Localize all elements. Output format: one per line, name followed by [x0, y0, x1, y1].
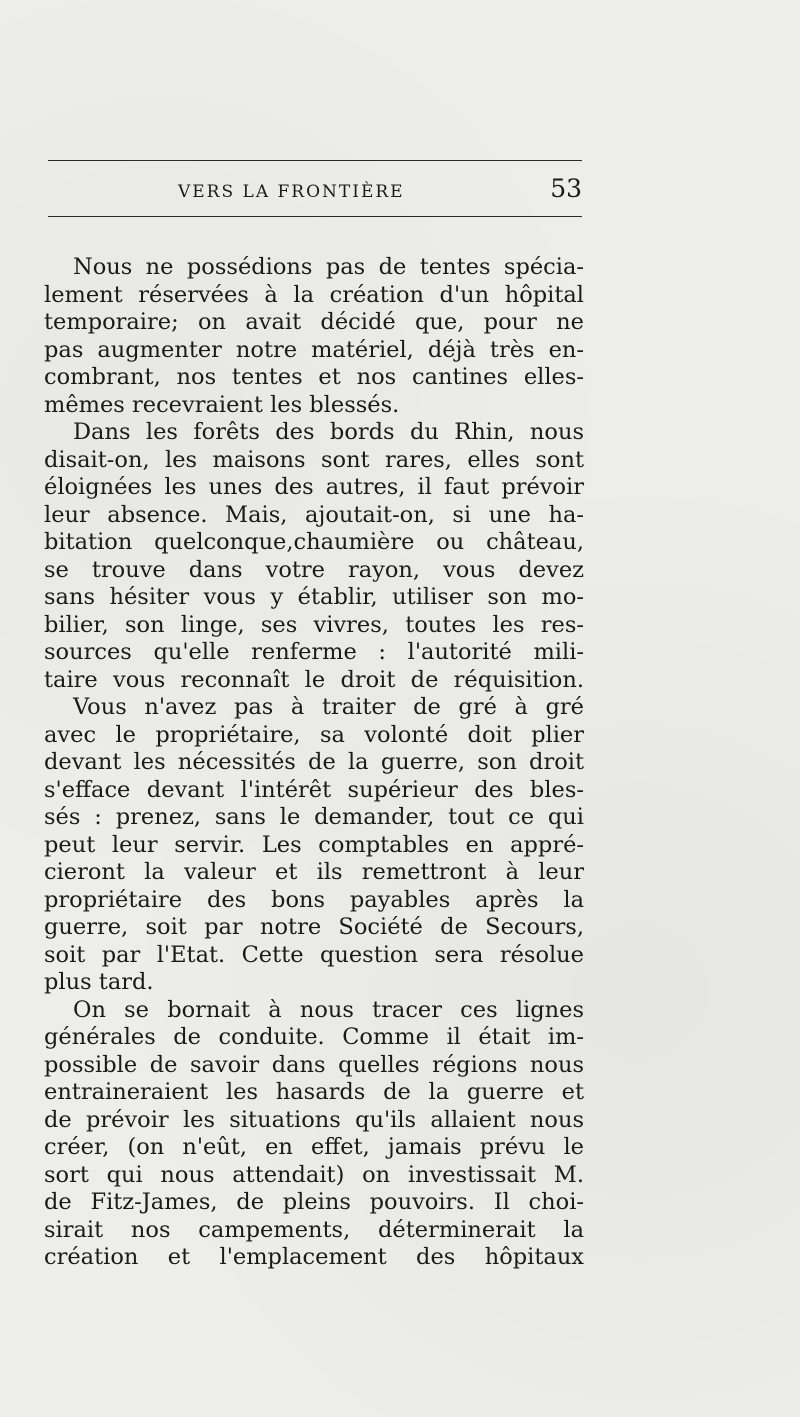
text-line: leur absence. Mais, ajoutait-on, si une ha-	[44, 501, 584, 528]
text-line: sans hésiter vous y établir, utiliser son mo-	[44, 584, 584, 610]
text-line: bitation quelconque,chaumière ou château,	[44, 529, 584, 555]
text-line: cieront la valeur et ils remettront à leur	[44, 859, 584, 885]
text-line: Vous n'avez pas à traiter de gré à gré	[73, 694, 584, 720]
text-line: temporaire; on avait décidé que, pour ne	[44, 309, 584, 335]
text-line: disait-on, les maisons sont rares, elles sont	[44, 446, 584, 473]
text-line: sirait nos campements, déterminerait la	[44, 1216, 584, 1243]
text-line: sort qui nous attendait) on investissait M.	[44, 1161, 584, 1188]
text-line: plus tard.	[44, 969, 154, 995]
text-line: pas augmenter notre matériel, déjà très en-	[44, 336, 584, 363]
text-line: possible de savoir dans quelles régions nous	[44, 1051, 584, 1078]
text-line: bilier, son linge, ses vivres, toutes les res-	[44, 611, 584, 638]
text-line: s'efface devant l'intérêt supérieur des bles-	[44, 776, 584, 803]
text-line: sources qu'elle renferme : l'autorité mili-	[44, 639, 584, 665]
text-line: générales de conduite. Comme il était im-	[44, 1024, 584, 1050]
text-line: création et l'emplacement des hôpitaux	[44, 1244, 584, 1270]
text-line: taire vous reconnaît le droit de réquisition.	[44, 666, 584, 693]
text-line: Nous ne possédions pas de tentes spécia-	[73, 254, 584, 280]
text-line: avec le propriétaire, sa volonté doit plier	[44, 721, 584, 748]
text-line: lement réservées à la création d'un hôpital	[44, 281, 584, 308]
text-line: créer, (on n'eût, en effet, jamais prévu le	[44, 1134, 584, 1160]
text-line: éloignées les unes des autres, il faut prévoir	[44, 474, 584, 500]
header-bottom-rule	[48, 216, 582, 217]
text-line: guerre, soit par notre Société de Secours,	[44, 914, 584, 940]
text-line: soit par l'Etat. Cette question sera résolue	[44, 941, 584, 968]
text-line: On se bornait à nous tracer ces lignes	[73, 996, 584, 1023]
text-line: propriétaire des bons payables après la	[44, 886, 584, 913]
text-line: entraineraient les hasards de la guerre et	[44, 1079, 584, 1105]
page-number: 53	[550, 174, 582, 203]
header-top-rule	[48, 160, 582, 161]
text-line: mêmes recevraient les blessés.	[44, 391, 400, 418]
body-text	[44, 254, 584, 1272]
running-head	[48, 172, 582, 208]
text-line: Dans les forêts des bords du Rhin, nous	[73, 419, 584, 445]
text-line: se trouve dans votre rayon, vous devez	[44, 556, 584, 583]
running-title: VERS LA FRONTIÈRE	[178, 182, 405, 202]
text-line: devant les nécessités de la guerre, son droit	[44, 749, 584, 775]
text-line: de prévoir les situations qu'ils allaient nous	[44, 1106, 584, 1133]
text-line: de Fitz-James, de pleins pouvoirs. Il choi-	[44, 1189, 584, 1215]
text-line: combrant, nos tentes et nos cantines elles-	[44, 364, 584, 390]
text-line: peut leur servir. Les comptables en appré-	[44, 831, 584, 858]
text-line: sés : prenez, sans le demander, tout ce qui	[44, 804, 584, 830]
